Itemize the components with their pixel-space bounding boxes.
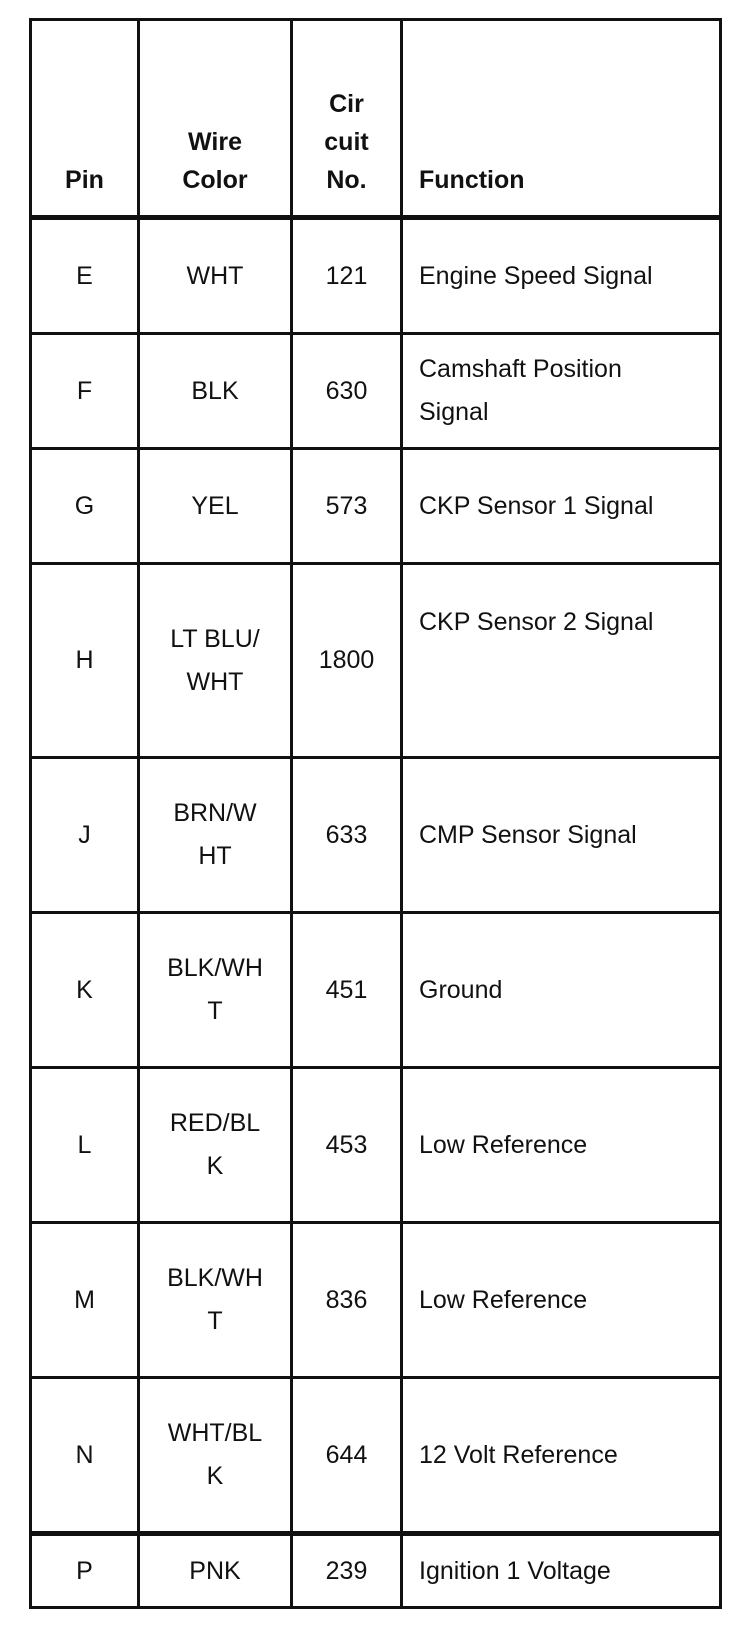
table-row (31, 1378, 721, 1534)
pin-cell: P (31, 1534, 139, 1608)
wire-color-cell (139, 1378, 292, 1534)
wire-color-text: BLK/WHT (167, 954, 263, 1025)
pin-cell: K (31, 913, 139, 1068)
wire-color-text: BLK (191, 376, 239, 405)
wire-color-cell (139, 218, 292, 334)
table-row (31, 449, 721, 564)
function-cell: 12 Volt Reference (402, 1378, 721, 1534)
wire-color-text: YEL (191, 491, 239, 520)
header-circuit-no (292, 20, 402, 218)
wire-color-text: RED/BLK (169, 1109, 261, 1180)
wire-color-cell (139, 1068, 292, 1223)
table-row (31, 913, 721, 1068)
header-row (31, 20, 721, 218)
circuit-cell: 239 (292, 1534, 402, 1608)
circuit-cell: 630 (292, 334, 402, 449)
wire-color-text: WHT/BLK (167, 1419, 263, 1490)
wire-color-cell (139, 1534, 292, 1608)
function-cell: Low Reference (402, 1068, 721, 1223)
pin-cell: G (31, 449, 139, 564)
pin-cell: E (31, 218, 139, 334)
header-wire-color-text: Wire Color (182, 128, 248, 194)
table-row (31, 334, 721, 449)
circuit-cell: 121 (292, 218, 402, 334)
wire-color-cell (139, 449, 292, 564)
circuit-cell: 836 (292, 1223, 402, 1378)
table-row (31, 564, 721, 758)
connector-pinout-table (29, 18, 722, 1609)
function-cell: CMP Sensor Signal (402, 758, 721, 913)
circuit-cell: 451 (292, 913, 402, 1068)
header-pin: Pin (31, 20, 139, 218)
pin-cell: L (31, 1068, 139, 1223)
pin-cell: F (31, 334, 139, 449)
pin-cell: M (31, 1223, 139, 1378)
function-cell: Camshaft Position Signal (402, 334, 721, 449)
wire-color-cell (139, 758, 292, 913)
table-row (31, 758, 721, 913)
wire-color-text: WHT (186, 261, 244, 290)
wire-color-text: PNK (189, 1556, 241, 1585)
pin-cell: H (31, 564, 139, 758)
wire-color-text: BLK/WHT (167, 1264, 263, 1335)
circuit-cell: 453 (292, 1068, 402, 1223)
function-cell: Ground (402, 913, 721, 1068)
table-row (31, 1534, 721, 1608)
circuit-cell: 573 (292, 449, 402, 564)
wire-color-text: BRN/WHT (173, 799, 257, 870)
function-cell: CKP Sensor 2 Signal (402, 564, 721, 758)
table-row (31, 1223, 721, 1378)
wire-color-cell (139, 913, 292, 1068)
function-cell: CKP Sensor 1 Signal (402, 449, 721, 564)
function-cell: Low Reference (402, 1223, 721, 1378)
circuit-cell: 644 (292, 1378, 402, 1534)
circuit-cell: 1800 (292, 564, 402, 758)
circuit-cell: 633 (292, 758, 402, 913)
wire-color-cell (139, 564, 292, 758)
wire-color-text: LT BLU/WHT (170, 624, 260, 696)
header-function: Function (402, 20, 721, 218)
pin-cell: N (31, 1378, 139, 1534)
function-cell: Ignition 1 Voltage (402, 1534, 721, 1608)
function-cell: Engine Speed Signal (402, 218, 721, 334)
pin-cell: J (31, 758, 139, 913)
wire-color-cell (139, 1223, 292, 1378)
header-wire-color (139, 20, 292, 218)
table-row (31, 1068, 721, 1223)
table-row (31, 218, 721, 334)
header-circuit-no-text: Cir cuit No. (324, 90, 369, 194)
wire-color-cell (139, 334, 292, 449)
